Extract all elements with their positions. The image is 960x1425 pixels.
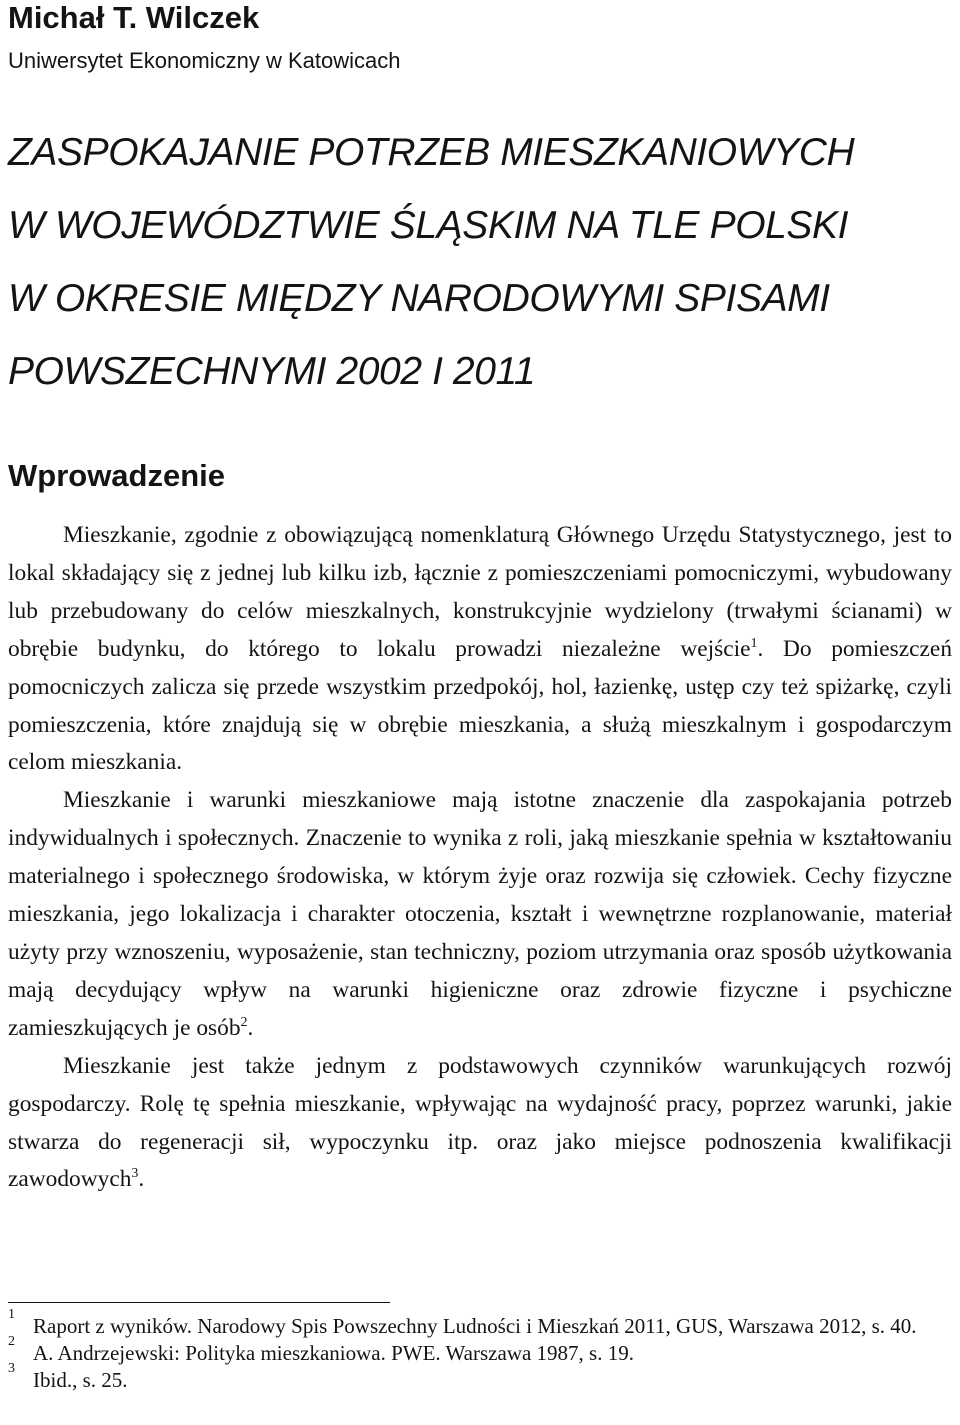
paragraph bbox=[8, 782, 952, 1047]
paragraph bbox=[8, 517, 952, 782]
paragraph-text: Mieszkanie jest także jednym z podstawowych czynników warunkujących rozwój gospodarczy. Rolę tę spełnia mieszkanie, wpływając na wydajność pracy, poprzez warunki, jakie stwarza do regeneracji sił, wypoczynku itp. oraz jako miejsce podnoszenia kwalifikacji zawodowych bbox=[8, 1052, 952, 1193]
footnote bbox=[8, 1307, 952, 1340]
footnote-text: Ibid., s. 25. bbox=[33, 1368, 128, 1392]
footnote bbox=[8, 1334, 952, 1367]
footnote-ref: 1 bbox=[750, 635, 758, 651]
title-line: POWSZECHNYMI 2002 I 2011 bbox=[8, 350, 536, 393]
paragraph-text: Mieszkanie, zgodnie z obowiązującą nomenklaturą Głównego Urzędu Statystycznego, jest to lokal składający się z jednej lub kilku izb, łącznie z pomieszczeniami pomocniczymi, wybudowany lub przebudowany do celów mieszkalnych, konstrukcyjnie wydzielony (trwałymi ścianami) w obrębie budynku, do którego to lokalu prowadzi niezależne wejście bbox=[8, 522, 952, 662]
footnote-text: A. Andrzejewski: Polityka mieszkaniowa. PWE. Warszawa 1987, s. 19. bbox=[33, 1341, 634, 1365]
author-name: Michał T. Wilczek bbox=[8, 0, 260, 35]
author-affiliation: Uniwersytet Ekonomiczny w Katowicach bbox=[8, 48, 401, 73]
paragraph-text: Mieszkanie i warunki mieszkaniowe mają istotne znaczenie dla zaspokajania potrzeb indywidualnych i społecznych. Znaczenie to wynika z roli, jaką mieszkanie spełnia w kształtowaniu materialnego i społecznego środowiska, w którym żyje oraz rozwija się człowiek. Cechy fizyczne mieszkania, jego lokalizacja i charakter otoczenia, kształt i wewnętrzne rozplanowanie, materiał użyty przy wznoszeniu, wyposażenie, stan techniczny, poziom utrzymania oraz sposób użytkowania mają decydujący wpływ na warunki higieniczne oraz zdrowie fizyczne i psychiczne zamieszkujących je osób bbox=[8, 787, 952, 1041]
footnote-ref: 2 bbox=[240, 1014, 248, 1030]
paragraph-text: . Do pomieszczeń pomocniczych zalicza się przede wszystkim przedpokój, hol, łazienkę, ustęp czy też spiżarkę, czyli pomieszczenia, które znajdują się w obrębie mieszkania, a służą mieszkalnym i gospodarczym celom mieszkania. bbox=[8, 635, 953, 776]
footnote-text: Raport z wyników. Narodowy Spis Powszechny Ludności i Mieszkań 2011, GUS, Warszawa 2012, s. 40. bbox=[33, 1314, 917, 1338]
section-heading: Wprowadzenie bbox=[8, 458, 226, 493]
title-line: W WOJEWÓDZTWIE ŚLĄSKIM NA TLE POLSKI bbox=[8, 204, 849, 247]
paragraph-text: . bbox=[138, 1166, 145, 1193]
footnote-number: 3 bbox=[8, 1361, 15, 1376]
paragraph bbox=[8, 1048, 952, 1200]
title-line: ZASPOKAJANIE POTRZEB MIESZKANIOWYCH bbox=[8, 131, 855, 174]
footnote bbox=[8, 1361, 952, 1394]
footnote-number: 1 bbox=[8, 1307, 15, 1322]
footnote-divider bbox=[8, 1302, 390, 1303]
footnotes bbox=[8, 1307, 952, 1394]
body-text bbox=[8, 517, 952, 1199]
title-line: W OKRESIE MIĘDZY NARODOWYMI SPISAMI bbox=[8, 277, 830, 320]
paragraph-text: . bbox=[247, 1014, 254, 1041]
page bbox=[8, 0, 952, 1199]
footnote-number: 2 bbox=[8, 1334, 15, 1349]
footnote-ref: 3 bbox=[131, 1166, 139, 1182]
paper-title bbox=[8, 116, 952, 408]
